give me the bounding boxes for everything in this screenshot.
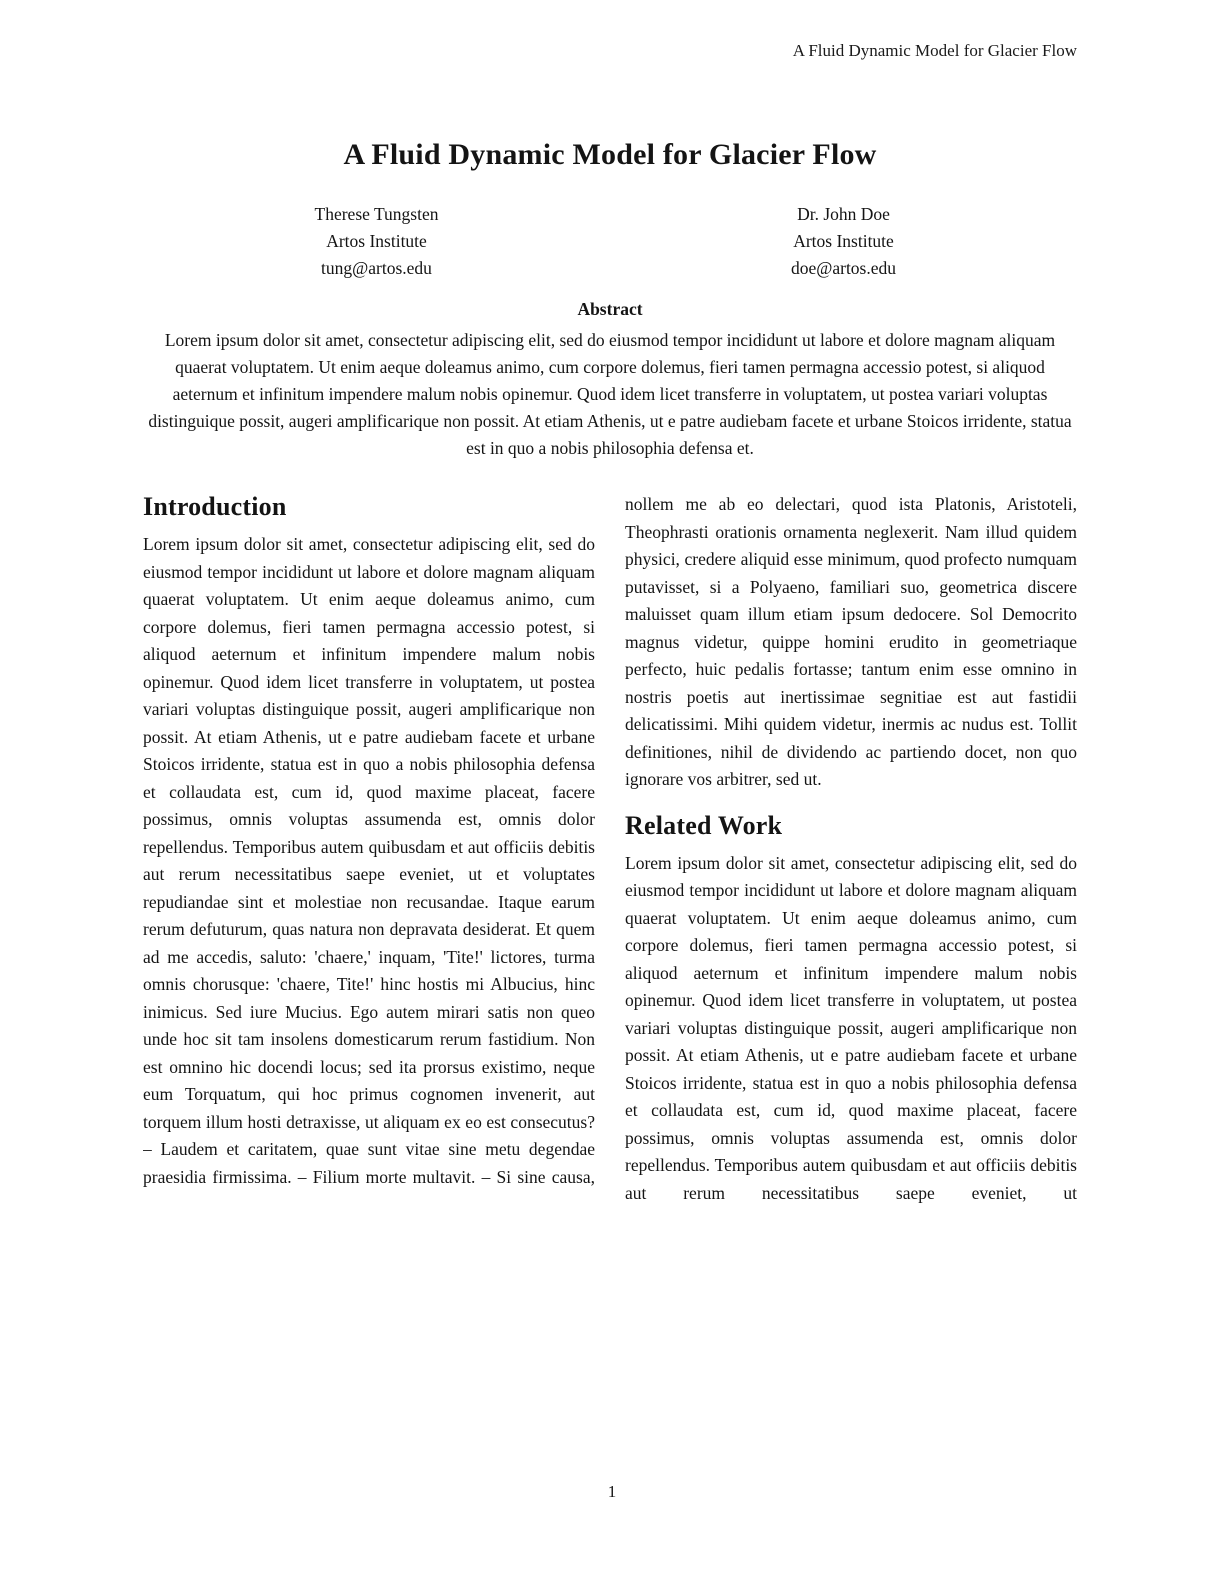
- author-affiliation: Artos Institute: [326, 231, 427, 251]
- related-work-paragraph: Lorem ipsum dolor sit amet, consectetur adipiscing elit, sed do eiusmod tempor incididunt ut labore et dolore magnam aliquam quaerat voluptatem. Ut enim aeque doleamus animo, cum corpore dolemus, fieri tamen permagna accessio potest, si aliquod aeternum et infinitum impendere malum nobis opinemur. Quod idem licet transferre in voluptatem, ut postea variari voluptas distinguique possit, augeri amplificarique non possit. At etiam Athenis, ut e patre audiebam facete et urbane Stoicos irridente, statua est in quo a nobis philosophia defensa et collaudata est, cum id, quod maxime placeat, facere possimus, omnis voluptas assumenda est, omnis dolor repellendus. Temporibus autem quibusdam et aut officiis debitis aut rerum necessitatibus saepe eveniet, ut: [625, 852, 1077, 1203]
- author-email: doe@artos.edu: [790, 258, 897, 278]
- section-heading-introduction: Introduction: [143, 492, 287, 521]
- introduction-paragraph-part2: nollem me ab eo delectari, quod ista Platonis, Aristoteli, Theophrasti orationis ornamenta neglexerit. Nam illud quidem physici, credere aliquid esse minimum, quod profecto numquam putavisset, si a Polyaeno, familiari suo, geometrica discere maluisset quam illum etiam ipsum dedocere. Sol Democrito magnus videtur, quippe homini erudito in geometriaque perfecto, huic pedalis fortasse; tantum enim esse omnino in nostris poetis aut inertissimae segnitiae est aut fastidii delicatissimi. Mihi quidem videtur, inermis ac nudus est. Tollit definitiones, nihil de dividendo ac partiendo docet, non quo ignorare vos arbitrer, sed ut.: [625, 494, 1077, 789]
- author-right: [610, 201, 1077, 282]
- two-column-body: [143, 491, 1077, 1416]
- abstract-section: [143, 296, 1077, 462]
- author-left: [143, 201, 610, 282]
- page-number: 1: [607, 1482, 617, 1501]
- abstract-text: Lorem ipsum dolor sit amet, consectetur adipiscing elit, sed do eiusmod tempor incididunt ut labore et dolore magnam aliquam quaerat voluptatem. Ut enim aeque doleamus animo, cum corpore dolemus, fieri tamen permagna accessio potest, si aliquod aeternum et infinitum impendere malum nobis opinemur. Quod idem licet transferre in voluptatem, ut postea variari voluptas distinguique possit, augeri amplificarique non possit. At etiam Athenis, ut e patre audiebam facete et urbane Stoicos irridente, statua est in quo a nobis philosophia defensa et.: [148, 330, 1072, 458]
- author-name: Dr. John Doe: [797, 204, 890, 224]
- author-name: Therese Tungsten: [314, 204, 439, 224]
- paper-title: A Fluid Dynamic Model for Glacier Flow: [343, 138, 877, 171]
- author-block: [143, 201, 1077, 282]
- left-column: [143, 491, 595, 1416]
- right-column: [625, 491, 1077, 1416]
- running-head: A Fluid Dynamic Model for Glacier Flow: [792, 41, 1077, 60]
- introduction-paragraph-part1: Lorem ipsum dolor sit amet, consectetur adipiscing elit, sed do eiusmod tempor incididunt ut labore et dolore magnam aliquam quaerat voluptatem. Ut enim aeque doleamus animo, cum corpore dolemus, fieri tamen permagna accessio potest, si aliquod aeternum et infinitum impendere malum nobis opinemur. Quod idem licet transferre in voluptatem, ut postea variari voluptas distinguique possit, augeri amplificarique non possit. At etiam Athenis, ut e patre audiebam facete et urbane Stoicos irridente, statua est in quo a nobis philosophia defensa et collaudata est, cum id, quod maxime placeat, facere possimus, omnis voluptas assumenda est, omnis dolor repellendus. Temporibus autem quibusdam et aut officiis debitis aut rerum necessitatibus saepe eveniet, ut et voluptates repudiandae sint et molestiae non recusandae. Itaque earum rerum defuturum, quas natura non depravata desiderat. Et quem ad me accedis, saluto: 'chaere,' inquam, 'Tite!' lictores, turma omnis chorusque: 'chaere, Tite!' hinc hostis mi Albucius, hinc inimicus. Sed iure Mucius. Ego autem mirari satis non queo unde hoc sit tam insolens domesticarum rerum fastidium. Non est omnino hic docendi locus; sed ita prorsus existimo, neque eum Torquatum, qui hoc primus cognomen invenerit, aut torquem illum hosti detraxisse, ut aliquam ex eo est consecutus? – Laudem et caritatem, quae sunt vitae sine metu degendae praesidia firmissima. – Filium morte multavit. – Si sine causa,: [143, 534, 595, 1187]
- author-email: tung@artos.edu: [321, 258, 432, 278]
- abstract-heading: Abstract: [577, 299, 643, 319]
- section-heading-related-work: Related Work: [625, 810, 783, 840]
- author-affiliation: Artos Institute: [793, 231, 894, 251]
